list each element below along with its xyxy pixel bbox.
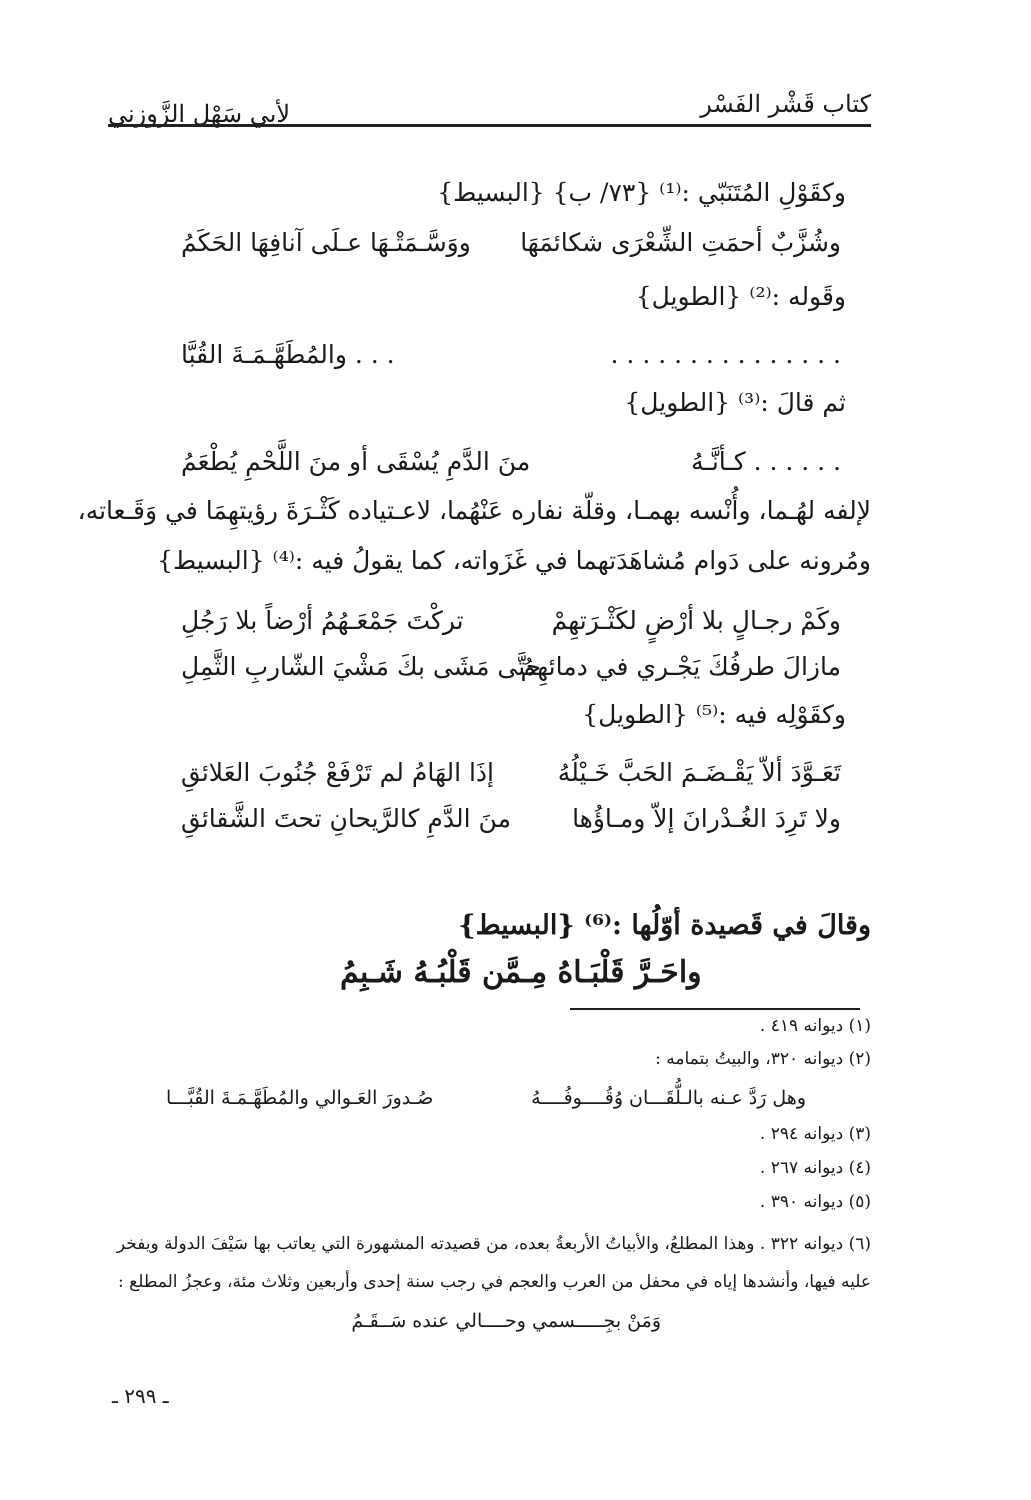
footnote-2-verse-second-hemistich: صُـدورَ العَـوالي والمُطَهَّـمَـةَ القُبَّـــا xyxy=(166,1087,434,1109)
footnote-rule xyxy=(570,1008,860,1010)
paragraph-line-2: ومُرونه على دَوام مُشاهَدَتهما في غَزَواته، كما يقولُ فيه :⁽⁴⁾ {البسيط} xyxy=(157,546,871,575)
verse-5-first-hemistich: مازالَ طرفُكَ يَجْـري في دمائهِمُ xyxy=(520,652,841,681)
footnote-3: (٣) ديوانه ٢٩٤ . xyxy=(759,1124,871,1144)
book-title: كتاب قَشْر الفَسْر xyxy=(700,90,871,118)
page-number: ـ ٢٩٩ ـ xyxy=(112,1384,169,1408)
verse-5 xyxy=(181,652,841,692)
verse-2 xyxy=(181,340,841,380)
verse-4-first-hemistich: وكَمْ رجـالٍ بلا أرْضٍ لكَثْـرَتهِمْ xyxy=(551,606,841,635)
verse-6 xyxy=(181,758,841,798)
verse-1 xyxy=(181,228,841,268)
verse-7 xyxy=(181,804,841,844)
author-name: لأبي سَهْل الزَّوزني xyxy=(108,100,291,128)
verse-3-first-hemistich: . . . . . . كـأنَّـهُ xyxy=(691,447,841,476)
footnote-2: (٢) ديوانه ٣٢٠، والبيتُ بتمامه : xyxy=(655,1049,871,1069)
intro-line-3: ثم قالَ :⁽³⁾ {الطويل} xyxy=(624,388,846,417)
footnote-5: (٥) ديوانه ٣٩٠ . xyxy=(759,1192,871,1212)
verse-6-second-hemistich: إذَا الهَامُ لم تَرْفَعْ جُنُوبَ العَلائقِ xyxy=(181,758,495,787)
intro-line-1: وكقَوْلِ المُتَنَبّي :⁽¹⁾ {٧٣/ ب} {البسيط} xyxy=(437,178,846,207)
verse-4 xyxy=(181,606,841,646)
footnote-2-verse xyxy=(166,1087,806,1115)
verse-4-second-hemistich: تركْتَ جَمْعَـهُمُ أرْضاً بلا رَجُلِ xyxy=(181,606,464,635)
verse-7-second-hemistich: منَ الدَّمِ كالرَّيحانِ تحتَ الشَّقائقِ xyxy=(181,804,511,833)
verse-6-first-hemistich: تَعَـوَّدَ ألاّ يَقْـضَـمَ الحَبَّ خَـيْلُهُ xyxy=(557,758,841,787)
footnote-6-line-2: عليه فيها، وأنشدها إياه في محفل من العرب والعجم في رجب سنة إحدى وأربعين وثلاث مئة، وعجزُ المطلع : xyxy=(118,1272,871,1292)
footnote-6-verse: وَمَنْ بجِـــــسمي وحــــالي عنده سَــقَـمُ xyxy=(351,1310,661,1332)
opening-verse: واحَـرَّ قَلْبَـاهُ مِـمَّن قَلْبُـهُ شَـبِمُ xyxy=(340,955,702,990)
paragraph-line-1: لإلفه لهُـما، وأُنْسه بهمـا، وقلّة نفاره عَنْهُما، لاعـتياده كَثْـرَةَ رؤيتهِمَا في وَقَـعاته، xyxy=(77,496,871,525)
footnote-4: (٤) ديوانه ٢٦٧ . xyxy=(759,1158,871,1178)
intro-line-2: وقَوله :⁽²⁾ {الطويل} xyxy=(635,282,846,311)
footnote-2-verse-first-hemistich: وهل رَدَّ عـنه بالـلُّقَـــان وُقُــــوفُــــهُ xyxy=(531,1087,806,1109)
verse-1-first-hemistich: وشُزَّبٌ أحمَتِ الشِّعْرَى شكائمَهَا xyxy=(520,228,841,257)
verse-3 xyxy=(181,447,841,487)
verse-3-second-hemistich: منَ الدَّمِ يُسْقَى أو منَ اللَّحْمِ يُطْعَمُ xyxy=(181,447,531,476)
verse-1-second-hemistich: ووَسَّـمَتْـهَا عـلَى آنافِهَا الحَكَمُ xyxy=(181,228,471,257)
header-rule xyxy=(108,124,871,127)
verse-2-second-hemistich: . . . والمُطَهَّـمَـةَ القُبَّا xyxy=(181,340,395,369)
verse-5-second-hemistich: حتَّى مَشَى بكَ مَشْيَ الشّاربِ الثَّمِلِ xyxy=(181,652,542,681)
footnote-6-line-1: (٦) ديوانه ٣٢٢ . وهذا المطلعُ، والأبياتُ الأربعةُ بعده، من قصيدته المشهورة التي يعاتب بها سَيْفَ الدولة ويفخر xyxy=(116,1234,871,1254)
verse-2-first-hemistich: . . . . . . . . . . . . . . . xyxy=(610,340,841,369)
footnote-1: (١) ديوانه ٤١٩ . xyxy=(759,1016,871,1036)
section-heading: وقالَ في قَصيدة أوّلُها :⁽⁶⁾ {البسيط} xyxy=(458,910,871,941)
verse-7-first-hemistich: ولا تَرِدَ الغُـدْرانَ إلاّ ومـاؤُها xyxy=(572,804,841,833)
intro-line-4: وكقَوْلِه فيه :⁽⁵⁾ {الطويل} xyxy=(582,700,846,729)
